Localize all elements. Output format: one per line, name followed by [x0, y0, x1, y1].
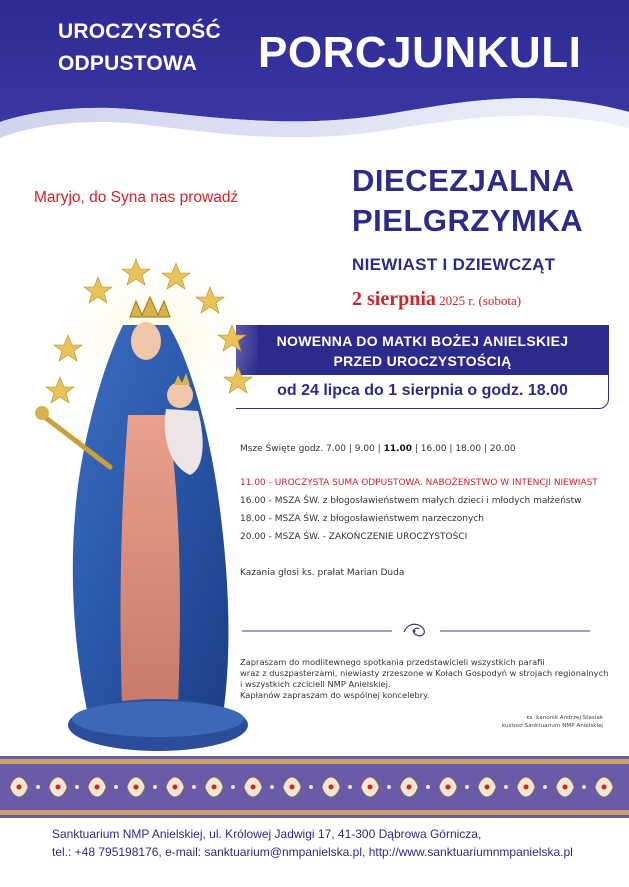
schedule-row: 11.00 - UROCZYSTA SUMA ODPUSTOWA. NABOŻEŃSTWO W INTENCJI NIEWIAST: [240, 478, 598, 488]
schedule-row: 18.00 - MSZA ŚW. z błogosławieństwem narzeczonych: [240, 514, 484, 524]
pilgrimage-title-line2: PIELGRZYMKA: [352, 203, 584, 238]
pilgrimage-title-line1: DIECEZJALNA: [352, 163, 575, 198]
footer-address: Sanktuarium NMP Anielskiej, ul. Królowej Jadwigi 17, 41-300 Dąbrowa Górnicza,: [52, 827, 482, 841]
masses-times: [240, 444, 516, 454]
event-date-main: 2 sierpnia: [352, 288, 436, 310]
novena-title-line1: NOWENNA DO MATKI BOŻEJ ANIELSKIEJ: [276, 333, 569, 349]
preacher-note: Kazania głosi ks. prałat Marian Duda: [240, 568, 405, 578]
ornament-divider: [242, 620, 590, 640]
pilgrimage-subtitle: NIEWIAST I DZIEWCZĄT: [352, 255, 556, 274]
event-date-rest: 2025 r. (sobota): [435, 293, 522, 308]
novena-box: [236, 325, 609, 409]
schedule-row: 16.00 - MSZA ŚW. z błogosławieństwem małych dzieci i młodych małżeństw: [240, 496, 582, 506]
masses-times-suffix: | 16.00 | 18.00 | 20.00: [412, 444, 516, 454]
footer-contact: tel.: +48 795198176, e-mail: sanktuarium@nmpanielska.pl, http://www.sanktuariumnmpanielska.pl: [52, 845, 573, 859]
header-banner: [0, 0, 629, 160]
motto: Maryjo, do Syna nas prowadź: [34, 189, 239, 206]
invitation-line: wraz z duszpasterzami, niewiasty zrzeszone w Kołach Gospodyń w strojach regionalnych: [240, 668, 609, 678]
event-date: [352, 288, 521, 311]
schedule-row: 20.00 - MSZA ŚW. - ZAKOŃCZENIE UROCZYSTOŚCI: [240, 532, 468, 542]
novena-title-line2: PRZED UROCZYSTOŚCIĄ: [333, 353, 512, 369]
masses-times-prefix: Msze Święte godz. 7.00 | 9.00 |: [240, 444, 384, 454]
masses-times-bold: 11.00: [383, 444, 413, 454]
header-title: PORCJUNKULI: [258, 28, 582, 77]
invitation-line: Zapraszam do modlitewnego spotkania przedstawicieli wszystkich parafii: [240, 657, 545, 667]
signature-name: ks. kanonik Andrzej Stasiak: [526, 715, 603, 721]
novena-dates: od 24 lipca do 1 sierpnia o godz. 18.00: [277, 382, 568, 399]
decorative-ornament-band: [0, 756, 629, 818]
header-subtitle-line2: ODPUSTOWA: [58, 52, 198, 75]
header-subtitle-line1: UROCZYSTOŚĆ: [58, 20, 221, 43]
invitation-text: [240, 657, 610, 701]
signature-role: kustosz Sanktuarium NMP Anielskiej: [501, 723, 603, 729]
invitation-line: i wszystkich czcicieli NMP Anielskiej.: [240, 679, 391, 689]
signature: [502, 714, 603, 730]
invitation-line: Kapłanów zapraszam do wspólnej koncelebry.: [240, 690, 430, 700]
madonna-statue-image: [18, 245, 258, 755]
